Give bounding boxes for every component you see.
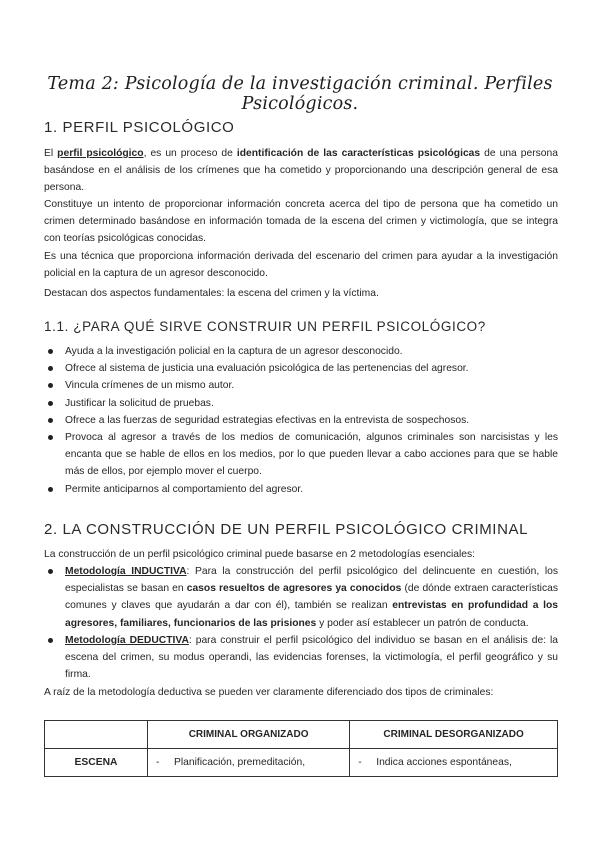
list-item-text: Vincula crímenes de un mismo autor. <box>65 380 235 392</box>
table-cell <box>148 749 350 777</box>
paragraph-destacan: Destacan dos aspectos fundamentales: la escena del crimen y la víctima. <box>44 288 379 299</box>
list-item <box>44 412 558 429</box>
text-segment: y poder así establecer un patrón de conducta. <box>316 617 529 629</box>
methodology-list <box>44 563 558 683</box>
term-perfil-psicologico: perfil psicológico <box>57 148 144 159</box>
list-item-inductiva <box>44 563 558 632</box>
list-item-text: Ofrece al sistema de justicia una evaluación psicológica de las pertenencias del agresor. <box>65 363 469 375</box>
bullet-icon <box>48 418 53 423</box>
list-item <box>44 395 558 412</box>
bold-phrase: casos resueltos de agresores ya conocidos <box>186 583 402 595</box>
table-header-cell <box>45 721 148 749</box>
document-title: Tema 2: Psicología de la investigación criminal. Perfiles Psicológicos. <box>47 74 553 114</box>
paragraph-constituye: Constituye un intento de proporcionar información concreta acerca del tipo de persona que ha cometido un crimen determinado basándose en información tomada de la escena del crimen y victimología, que se integra con teorías psicológicas conocidas. <box>44 199 558 245</box>
bullet-icon <box>48 487 53 492</box>
table-cell-text: Indica acciones espontáneas, <box>376 757 512 768</box>
list-item-text: Provoca al agresor a través de los medios de comunicación, algunos criminales son narcisistas y les encanta que se hable de ellos en los medios, por lo que pueden llevar a cabo acciones para que se hable más de ellos, por ejemplo mover el cuerpo. <box>65 432 558 478</box>
bold-phrase: entrevistas en profundidad a los agresores, familiares, funcionarios de las prisiones <box>65 600 558 629</box>
table-row-label: ESCENA <box>45 749 148 777</box>
list-item-deductiva <box>44 632 558 684</box>
list-item-text: Ayuda a la investigación policial en la captura de un agresor desconocido. <box>65 346 403 357</box>
list-item-text: Ofrece a las fuerzas de seguridad estrategias efectivas en la entrevista de sospechosos. <box>65 414 470 426</box>
table-header-organizado: CRIMINAL ORGANIZADO <box>148 721 350 749</box>
bullet-icon <box>48 366 53 371</box>
table-header-row <box>45 721 558 749</box>
bullet-icon <box>48 349 53 354</box>
text-segment: , es un proceso de <box>143 148 237 159</box>
table-cell-text: Planificación, premeditación, <box>174 757 306 768</box>
bullet-icon <box>48 638 53 643</box>
list-item <box>44 429 558 481</box>
bold-phrase: identificación de las características psicológicas <box>236 148 481 159</box>
list-item <box>44 481 558 498</box>
text-segment: : Para la construcción del perfil psicológico del delincuente en cuestión, los especialistas se basan en <box>65 566 558 595</box>
paragraph-tecnica: Es una técnica que proporciona información derivada del escenario del crimen para ayudar a la investigación policial en la captura de un agresor desconocido. <box>44 251 558 280</box>
section-heading-construccion: 2. LA CONSTRUCCIÓN DE UN PERFIL PSICOLÓGICO CRIMINAL <box>44 521 529 538</box>
dash-marker: - <box>156 757 160 768</box>
paragraph-dos-tipos: A raíz de la metodología deductiva se pueden ver claramente diferenciado dos tipos de criminales: <box>44 687 494 698</box>
list-item-text: Justificar la solicitud de pruebas. <box>65 397 214 409</box>
methodology-label: Metodología DEDUCTIVA <box>65 634 189 646</box>
dash-marker: - <box>358 757 362 768</box>
text-segment: (de dónde extraen características comunes y claves que ayudarán a dar con él), también se realizan <box>65 583 558 612</box>
paragraph-definition <box>44 145 558 197</box>
list-item-text: Permite anticiparnos al comportamiento del agresor. <box>65 483 304 495</box>
section-heading-para-que-sirve: 1.1. ¿PARA QUÉ SIRVE CONSTRUIR UN PERFIL PSICOLÓGICO? <box>44 319 486 334</box>
table-header-desorganizado: CRIMINAL DESORGANIZADO <box>350 721 558 749</box>
bullet-icon <box>48 383 53 388</box>
table-cell <box>350 749 558 777</box>
text-segment: de una persona basándose en el análisis de los crímenes que ha cometido y proporcionando una descripción general de esa persona. <box>44 148 558 194</box>
bullet-icon <box>48 401 53 406</box>
text-segment: : para construir el perfil psicológico del individuo se basan en el análisis de: la escena del crimen, su modus operandi, las evidencias forenses, la victimología, el perfil geográfico y su firma. <box>65 634 559 681</box>
bullet-icon <box>48 569 53 574</box>
list-item <box>44 360 558 377</box>
purpose-list <box>44 343 558 498</box>
bullet-icon <box>48 435 53 440</box>
methodology-label: Metodología INDUCTIVA <box>65 566 187 577</box>
paragraph-intro-metodologias: La construcción de un perfil psicológico criminal puede basarse en 2 metodologías esenciales: <box>44 549 476 560</box>
criminal-types-table <box>44 720 558 777</box>
table-row <box>45 749 558 777</box>
list-item <box>44 377 558 394</box>
list-item <box>44 343 558 360</box>
text-segment: El <box>44 148 58 159</box>
section-heading-perfil: 1. PERFIL PSICOLÓGICO <box>44 119 235 136</box>
